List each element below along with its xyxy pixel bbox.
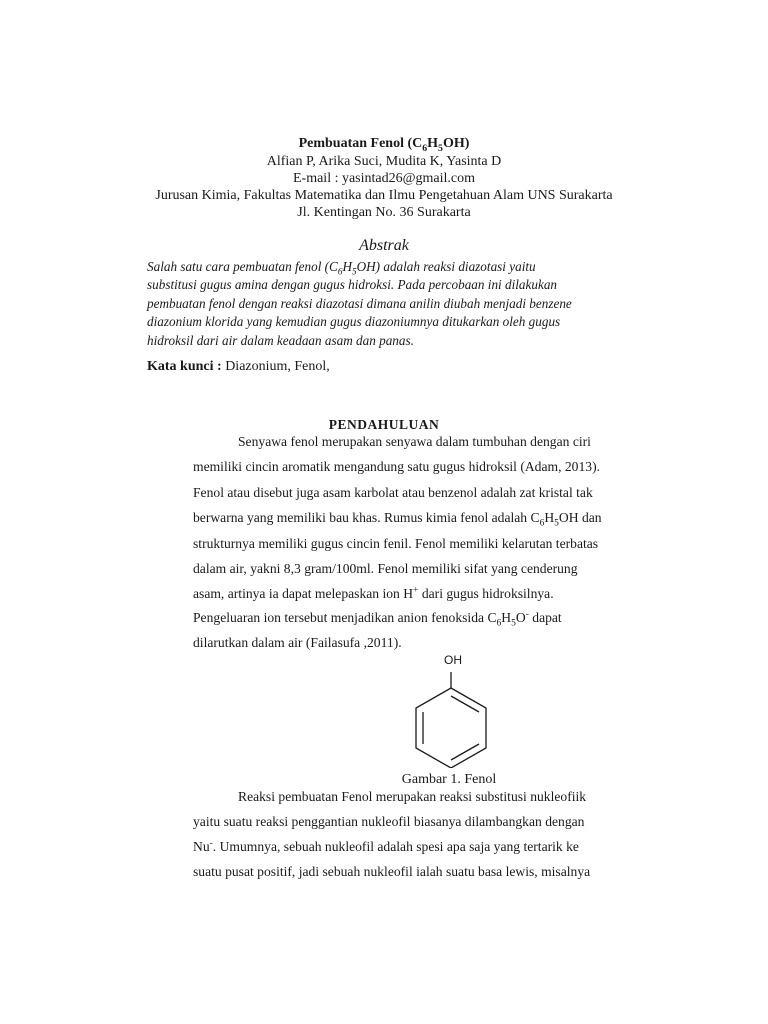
abstract-heading: Abstrak [359,237,409,254]
inner-double-bond [451,696,479,712]
keywords [147,359,330,375]
paragraph-line: memiliki cincin aromatik mengandung satu gugus hidroksil (Adam, 2013). [193,459,600,474]
phenol-structure-diagram [406,668,496,768]
paragraph-line: suatu pusat positif, jadi sebuah nukleofil ialah suatu basa lewis, misalnya [193,864,591,879]
abstract-line: Salah satu cara pembuatan fenol $(C_6H_5OH)$ adalah reaksi diazotasi yaitu [147,259,536,277]
paragraph-line: berwarna yang memiliki bau khas. Rumus kimia fenol adalah $C_6H_5OH$ dan [193,510,602,529]
paragraph-line: Reaksi pembuatan Fenol merupakan reaksi substitusi nukleofiik [238,789,587,804]
paragraph-line: asam, artinya ia dapat melepaskan ion H+ dari gugus hidroksilnya. [193,585,554,601]
paragraph-line: Nu-. Umumnya, sebuah nukleofil adalah spesi apa saja yang tertarik ke [193,838,579,854]
figure-caption: Gambar 1. Fenol [401,772,497,787]
paragraph-line: dilarutkan dalam air (Failasufa ,2011). [193,635,402,650]
paragraph-line: Pengeluaran ion tersebut menjadikan anion fenoksida $C_6H_5O^-$ dapat [193,609,562,629]
oh-label: OH [444,653,462,667]
affiliation: Jurusan Kimia, Fakultas Matematika dan Ilmu Pengetahuan Alam UNS Surakarta [155,188,613,203]
keywords-label: Kata kunci : [147,359,222,374]
keywords-value: Diazonium, Fenol, [221,359,330,374]
paragraph-line: Fenol atau disebut juga asam karbolat atau benzenol adalah zat kristal tak [193,485,593,500]
inner-double-bond [451,744,479,760]
paragraph-line: Senyawa fenol merupakan senyawa dalam tumbuhan dengan ciri [238,434,591,449]
abstract-line: diazonium klorida yang kemudian gugus diazoniumnya ditukarkan oleh gugus [147,314,561,330]
email: E-mail : yasintad26@gmail.com [292,171,476,186]
section-heading-pendahuluan: PENDAHULUAN [328,417,440,432]
paragraph-line: dalam air, yakni 8,3 gram/100ml. Fenol memiliki sifat yang cenderung [193,561,578,576]
authors: Alfian P, Arika Suci, Mudita K, Yasinta D [266,154,502,169]
abstract-line: substitusi gugus amina dengan gugus hidroksi. Pada percobaan ini dilakukan [147,277,558,293]
abstract-line: pembuatan fenol dengan reaksi diazotasi dimana anilin diubah menjadi benzene [147,295,572,311]
address: Jl. Kentingan No. 36 Surakarta [297,205,471,220]
abstract-line: hidroksil dari air dalam keadaan asam dan panas. [147,332,414,348]
paragraph-line: strukturnya memiliki gugus cincin fenil. Fenol memiliki kelarutan terbatas [193,536,599,551]
abstract-body [147,258,667,350]
benzene-ring [416,688,486,768]
paragraph-line: yaitu suatu reaksi penggantian nukleofil biasanya dilambangkan dengan [193,814,585,829]
paper-title: Pembuatan Fenol $(C_6H_5OH)$ [298,136,470,154]
